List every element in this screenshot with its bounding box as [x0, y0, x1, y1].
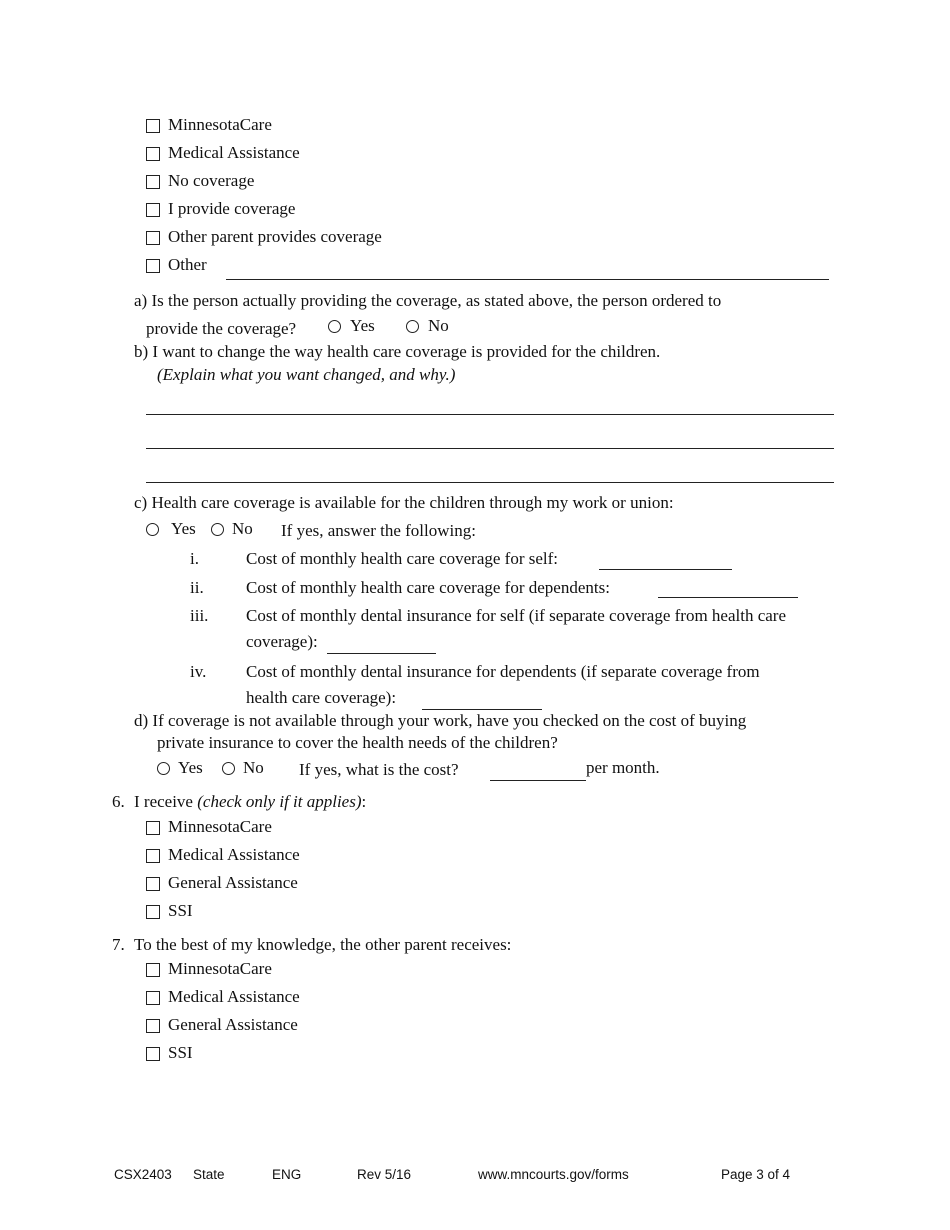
option-label: SSI: [168, 1043, 193, 1062]
radio-label: Yes: [171, 519, 196, 538]
radio-c-yes[interactable]: [146, 523, 159, 536]
radio-label: No: [232, 519, 253, 538]
question-a-text-cont: provide the coverage?: [146, 319, 297, 338]
checkbox-receive-general-assistance[interactable]: [146, 877, 160, 891]
option-label: General Assistance: [168, 1015, 298, 1034]
checkbox-medical-assistance[interactable]: [146, 147, 160, 161]
if-yes-instruction: If yes, answer the following:: [281, 521, 476, 540]
question-d-text: d) If coverage is not available through your work, have you checked on the cost of buying: [134, 711, 747, 730]
cost-question: If yes, what is the cost?: [299, 760, 459, 779]
cost-dental-dependents-field[interactable]: [422, 709, 542, 710]
item-text: Cost of monthly dental insurance for self (if separate coverage from health care: [246, 606, 786, 625]
checkbox-receive-ssi[interactable]: [146, 905, 160, 919]
radio-a-no[interactable]: [406, 320, 419, 333]
other-write-in-field[interactable]: [226, 279, 829, 280]
revision: Rev 5/16: [357, 1167, 412, 1182]
explanation-line-1[interactable]: [146, 414, 834, 415]
checkbox-other-ssi[interactable]: [146, 1047, 160, 1061]
cost-health-dependents-field[interactable]: [658, 597, 798, 598]
checkbox-other-general-assistance[interactable]: [146, 1019, 160, 1033]
option-label: MinnesotaCare: [168, 817, 272, 836]
language: ENG: [272, 1167, 302, 1182]
cost-health-self-field[interactable]: [599, 569, 732, 570]
question-b-instruction: (Explain what you want changed, and why.): [157, 365, 456, 384]
question-c-text: c) Health care coverage is available for the children through my work or union:: [134, 493, 674, 512]
item-text-cont: health care coverage):: [246, 688, 397, 707]
explanation-line-2[interactable]: [146, 448, 834, 449]
explanation-line-3[interactable]: [146, 482, 834, 483]
item-text-cont: coverage):: [246, 632, 318, 651]
radio-label: Yes: [350, 316, 375, 335]
radio-d-yes[interactable]: [157, 762, 170, 775]
heading-prefix: I receive: [134, 792, 198, 811]
checkbox-other-minnesotacare[interactable]: [146, 963, 160, 977]
item-text: Cost of monthly health care coverage for self:: [246, 549, 559, 568]
section-number: 6.: [112, 792, 125, 811]
item-number: ii.: [190, 578, 204, 597]
item-text: Cost of monthly health care coverage for dependents:: [246, 578, 610, 597]
checkbox-other-parent-provides[interactable]: [146, 231, 160, 245]
radio-label: Yes: [178, 758, 203, 777]
option-label: SSI: [168, 901, 193, 920]
option-label: General Assistance: [168, 873, 298, 892]
section-number: 7.: [112, 935, 125, 954]
checkbox-other-medical-assistance[interactable]: [146, 991, 160, 1005]
item-number: iv.: [190, 662, 207, 681]
page-number: Page 3 of 4: [721, 1167, 791, 1182]
option-label: MinnesotaCare: [168, 115, 272, 134]
option-label: MinnesotaCare: [168, 959, 272, 978]
radio-label: No: [243, 758, 264, 777]
option-label: Medical Assistance: [168, 987, 300, 1006]
checkbox-other[interactable]: [146, 259, 160, 273]
checkbox-i-provide-coverage[interactable]: [146, 203, 160, 217]
per-month-label: per month.: [586, 758, 660, 777]
heading-italic: (check only if it applies): [197, 792, 362, 811]
option-label: No coverage: [168, 171, 255, 190]
checkbox-no-coverage[interactable]: [146, 175, 160, 189]
option-label: Other: [168, 255, 207, 274]
cost-dental-self-field[interactable]: [327, 653, 436, 654]
checkbox-receive-medical-assistance[interactable]: [146, 849, 160, 863]
form-code: CSX2403: [114, 1167, 172, 1182]
checkbox-receive-minnesotacare[interactable]: [146, 821, 160, 835]
option-label: I provide coverage: [168, 199, 296, 218]
question-b-text: b) I want to change the way health care coverage is provided for the children.: [134, 342, 661, 361]
item-number: i.: [190, 549, 199, 568]
jurisdiction: State: [193, 1167, 225, 1182]
option-label: Medical Assistance: [168, 845, 300, 864]
section-6-heading: [134, 792, 366, 812]
question-d-text-cont: private insurance to cover the health needs of the children?: [157, 733, 558, 752]
question-a-text: a) Is the person actually providing the coverage, as stated above, the person ordered to: [134, 291, 722, 310]
checkbox-minnesotacare[interactable]: [146, 119, 160, 133]
heading-suffix: :: [361, 792, 367, 811]
radio-c-no[interactable]: [211, 523, 224, 536]
option-label: Medical Assistance: [168, 143, 300, 162]
item-number: iii.: [190, 606, 209, 625]
private-insurance-cost-field[interactable]: [490, 780, 586, 781]
radio-a-yes[interactable]: [328, 320, 341, 333]
radio-label: No: [428, 316, 449, 335]
radio-d-no[interactable]: [222, 762, 235, 775]
option-label: Other parent provides coverage: [168, 227, 382, 246]
section-7-heading: To the best of my knowledge, the other parent receives:: [134, 935, 512, 954]
forms-url[interactable]: www.mncourts.gov/forms: [478, 1167, 629, 1182]
item-text: Cost of monthly dental insurance for dependents (if separate coverage from: [246, 662, 760, 681]
